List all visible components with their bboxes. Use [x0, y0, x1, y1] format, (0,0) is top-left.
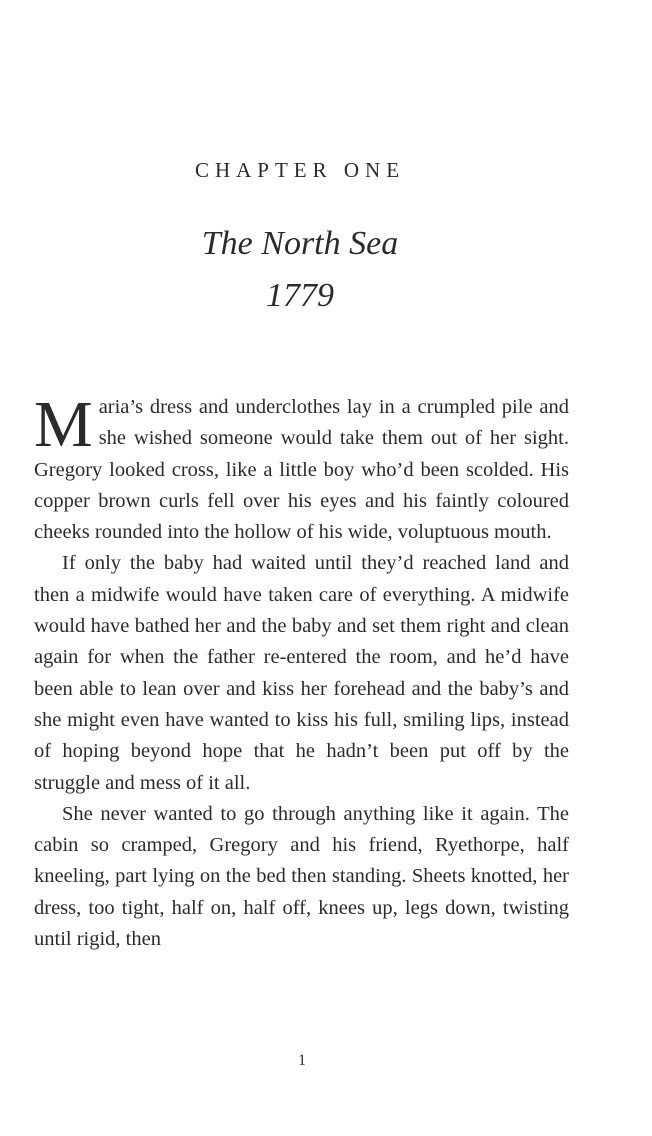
- paragraph-2: If only the baby had waited until they’d reached land and then a midwife would have taken care of everything. A midwife would have bathed her and the baby and set them right and clean again for when the father re-entered the room, and he’d have been able to lean over and kiss her forehead and the baby’s and she might even have wanted to kiss his full, smiling lips, instead of hoping beyond hope that he hadn’t been put off by the struggle and mess of it all.: [34, 552, 569, 794]
- body-text: [34, 388, 569, 955]
- chapter-label: CHAPTER ONE: [194, 158, 406, 182]
- paragraph-3: She never wanted to go through anything like it again. The cabin so cramped, Gregory and his friend, Ryethorpe, half kneeling, part lying on the bed then standing. Sheets knotted, her dress, too tight, half on, half off, knees up, legs down, twisting until rigid, then: [34, 802, 569, 951]
- page-number: 1: [298, 1052, 306, 1069]
- chapter-title-location: The North Sea: [201, 225, 399, 262]
- drop-cap: M: [34, 388, 93, 461]
- chapter-title-year: 1779: [266, 277, 334, 314]
- chapter-title: [0, 218, 600, 322]
- paragraph-1-text: aria’s dress and underclothes lay in a crumpled pile and she wished someone would take them out of her sight. Gregory looked cross, like a little boy who’d been scolded. His copper brown curls fell over his eyes and his faintly coloured cheeks rounded into the hollow of his wide, voluptuous mouth.: [34, 396, 569, 544]
- paragraph-1: [34, 388, 569, 548]
